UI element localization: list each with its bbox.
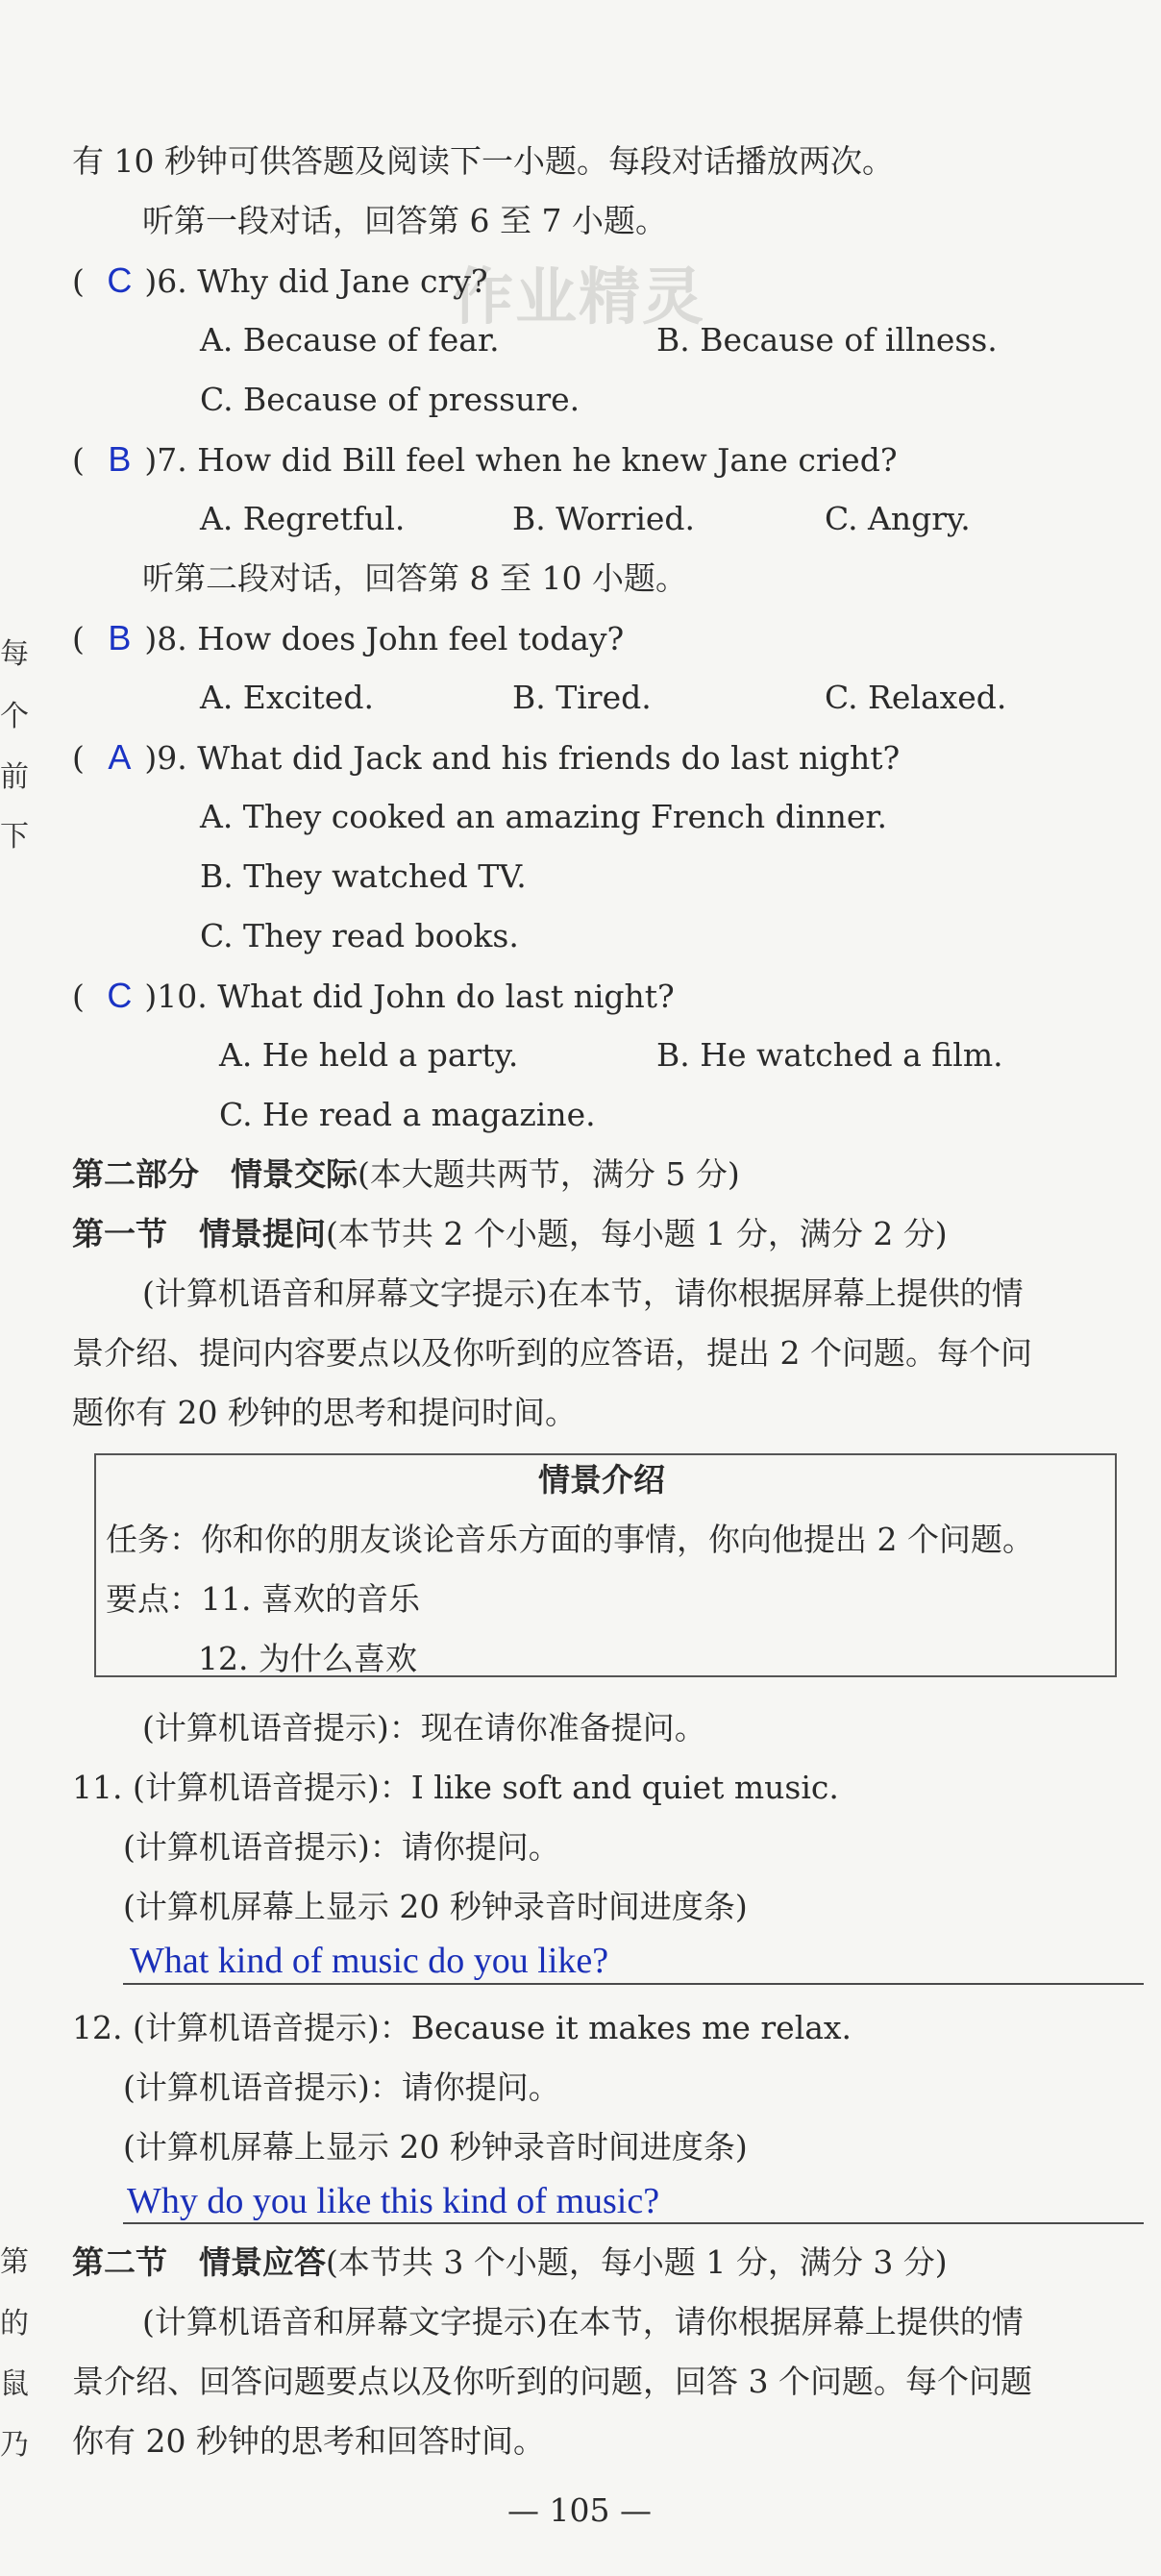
option-10b: B. He watched a film. xyxy=(656,1036,1003,1074)
option-9b: B. They watched TV. xyxy=(200,857,527,895)
paren-open: ( xyxy=(72,620,85,657)
question-7-text: )7. How did Bill feel when he knew Jane cried? xyxy=(144,441,898,479)
part2-desc: (本大题共两节，满分 5 分) xyxy=(358,1155,740,1193)
section2-heading xyxy=(72,2243,948,2282)
item11-line3: (计算机屏幕上显示 20 秒钟录音时间进度条) xyxy=(123,1888,748,1925)
option-8c: C. Relaxed. xyxy=(825,679,1007,716)
question-7 xyxy=(72,440,898,480)
margin-char: 个 xyxy=(0,700,29,733)
question-10 xyxy=(72,977,675,1016)
item12-line2: (计算机语音提示)：请你提问。 xyxy=(123,2068,560,2106)
option-8b: B. Tired. xyxy=(512,679,652,716)
option-9c: C. They read books. xyxy=(200,917,519,954)
option-9a: A. They cooked an amazing French dinner. xyxy=(200,798,887,835)
question-10-text: )10. What did John do last night? xyxy=(144,978,675,1015)
item11-line1: 11. (计算机语音提示)：I like soft and quiet music. xyxy=(72,1769,839,1806)
answer-8: B xyxy=(108,618,132,657)
part2-heading xyxy=(72,1155,740,1194)
answer-line xyxy=(123,1983,1144,1985)
option-7a: A. Regretful. xyxy=(200,500,406,537)
dialog2-instruction: 听第二段对话，回答第 8 至 10 小题。 xyxy=(142,559,687,597)
option-6c: C. Because of pressure. xyxy=(200,381,580,418)
page-number: — 105 — xyxy=(507,2491,652,2529)
question-8-text: )8. How does John feel today? xyxy=(144,620,625,657)
section1-para-line: 题你有 20 秒钟的思考和提问时间。 xyxy=(72,1394,577,1431)
answer-line xyxy=(123,2222,1144,2224)
scene-box-points: 要点：11. 喜欢的音乐 xyxy=(106,1580,420,1618)
section1-title: 第一节 情景提问 xyxy=(72,1215,326,1252)
margin-char: 鼠 xyxy=(0,2367,29,2401)
part2-title: 第二部分 情景交际 xyxy=(72,1155,358,1193)
margin-char: 前 xyxy=(0,760,29,794)
intro-line: 有 10 秒钟可供答题及阅读下一小题。每段对话播放两次。 xyxy=(72,142,894,180)
question-6 xyxy=(72,261,488,301)
section1-para-line: 景介绍、提问内容要点以及你听到的应答语，提出 2 个问题。每个问 xyxy=(72,1334,1032,1372)
question-8 xyxy=(72,619,624,658)
section2-para-line: 你有 20 秒钟的思考和回答时间。 xyxy=(72,2422,545,2460)
section2-para-line: (计算机语音和屏幕文字提示)在本节，请你根据屏幕上提供的情 xyxy=(142,2303,1024,2341)
section2-desc: (本节共 3 个小题，每小题 1 分，满分 3 分) xyxy=(326,2243,948,2281)
margin-char: 乃 xyxy=(0,2428,29,2462)
option-10a: A. He held a party. xyxy=(219,1036,519,1074)
option-6b: B. Because of illness. xyxy=(656,321,998,359)
option-7b: B. Worried. xyxy=(512,500,696,537)
margin-char: 每 xyxy=(0,637,29,671)
question-9-text: )9. What did Jack and his friends do last night? xyxy=(144,739,901,777)
margin-char: 下 xyxy=(0,820,29,854)
paren-open: ( xyxy=(72,978,85,1015)
scene-box-point12: 12. 为什么喜欢 xyxy=(198,1640,417,1677)
section2-title: 第二节 情景应答 xyxy=(72,2243,326,2281)
option-10c: C. He read a magazine. xyxy=(219,1096,596,1133)
answer-10: C xyxy=(107,976,133,1015)
scene-box-title: 情景介绍 xyxy=(538,1461,665,1499)
section1-desc: (本节共 2 个小题，每小题 1 分，满分 2 分) xyxy=(326,1215,948,1252)
paren-open: ( xyxy=(72,739,85,777)
option-6a: A. Because of fear. xyxy=(200,321,500,359)
margin-char: 的 xyxy=(0,2307,29,2341)
paren-open: ( xyxy=(72,441,85,479)
section2-para-line: 景介绍、回答问题要点以及你听到的问题，回答 3 个问题。每个问题 xyxy=(72,2363,1032,2400)
item11-answer: What kind of music do you like? xyxy=(130,1941,609,1981)
item12-line3: (计算机屏幕上显示 20 秒钟录音时间进度条) xyxy=(123,2128,748,2166)
item11-line2: (计算机语音提示)：请你提问。 xyxy=(123,1828,560,1866)
answer-7: B xyxy=(108,439,132,479)
option-8a: A. Excited. xyxy=(200,679,374,716)
section1-para-line: (计算机语音和屏幕文字提示)在本节，请你根据屏幕上提供的情 xyxy=(142,1275,1024,1312)
question-6-text: )6. Why did Jane cry? xyxy=(144,262,488,300)
prepare-prompt: (计算机语音提示)：现在请你准备提问。 xyxy=(142,1709,706,1746)
answer-6: C xyxy=(107,260,133,300)
option-7c: C. Angry. xyxy=(825,500,971,537)
watermark: 作业精灵 xyxy=(452,262,705,334)
item12-answer: Why do you like this kind of music? xyxy=(127,2181,660,2221)
margin-char: 第 xyxy=(0,2245,29,2279)
item12-line1: 12. (计算机语音提示)：Because it makes me relax. xyxy=(72,2009,852,2046)
section1-heading xyxy=(72,1215,948,1253)
dialog1-instruction: 听第一段对话，回答第 6 至 7 小题。 xyxy=(142,202,667,239)
paren-open: ( xyxy=(72,262,85,300)
scene-box-task: 任务：你和你的朋友谈论音乐方面的事情，你向他提出 2 个问题。 xyxy=(106,1521,1034,1558)
question-9 xyxy=(72,738,900,778)
answer-9: A xyxy=(108,737,132,777)
